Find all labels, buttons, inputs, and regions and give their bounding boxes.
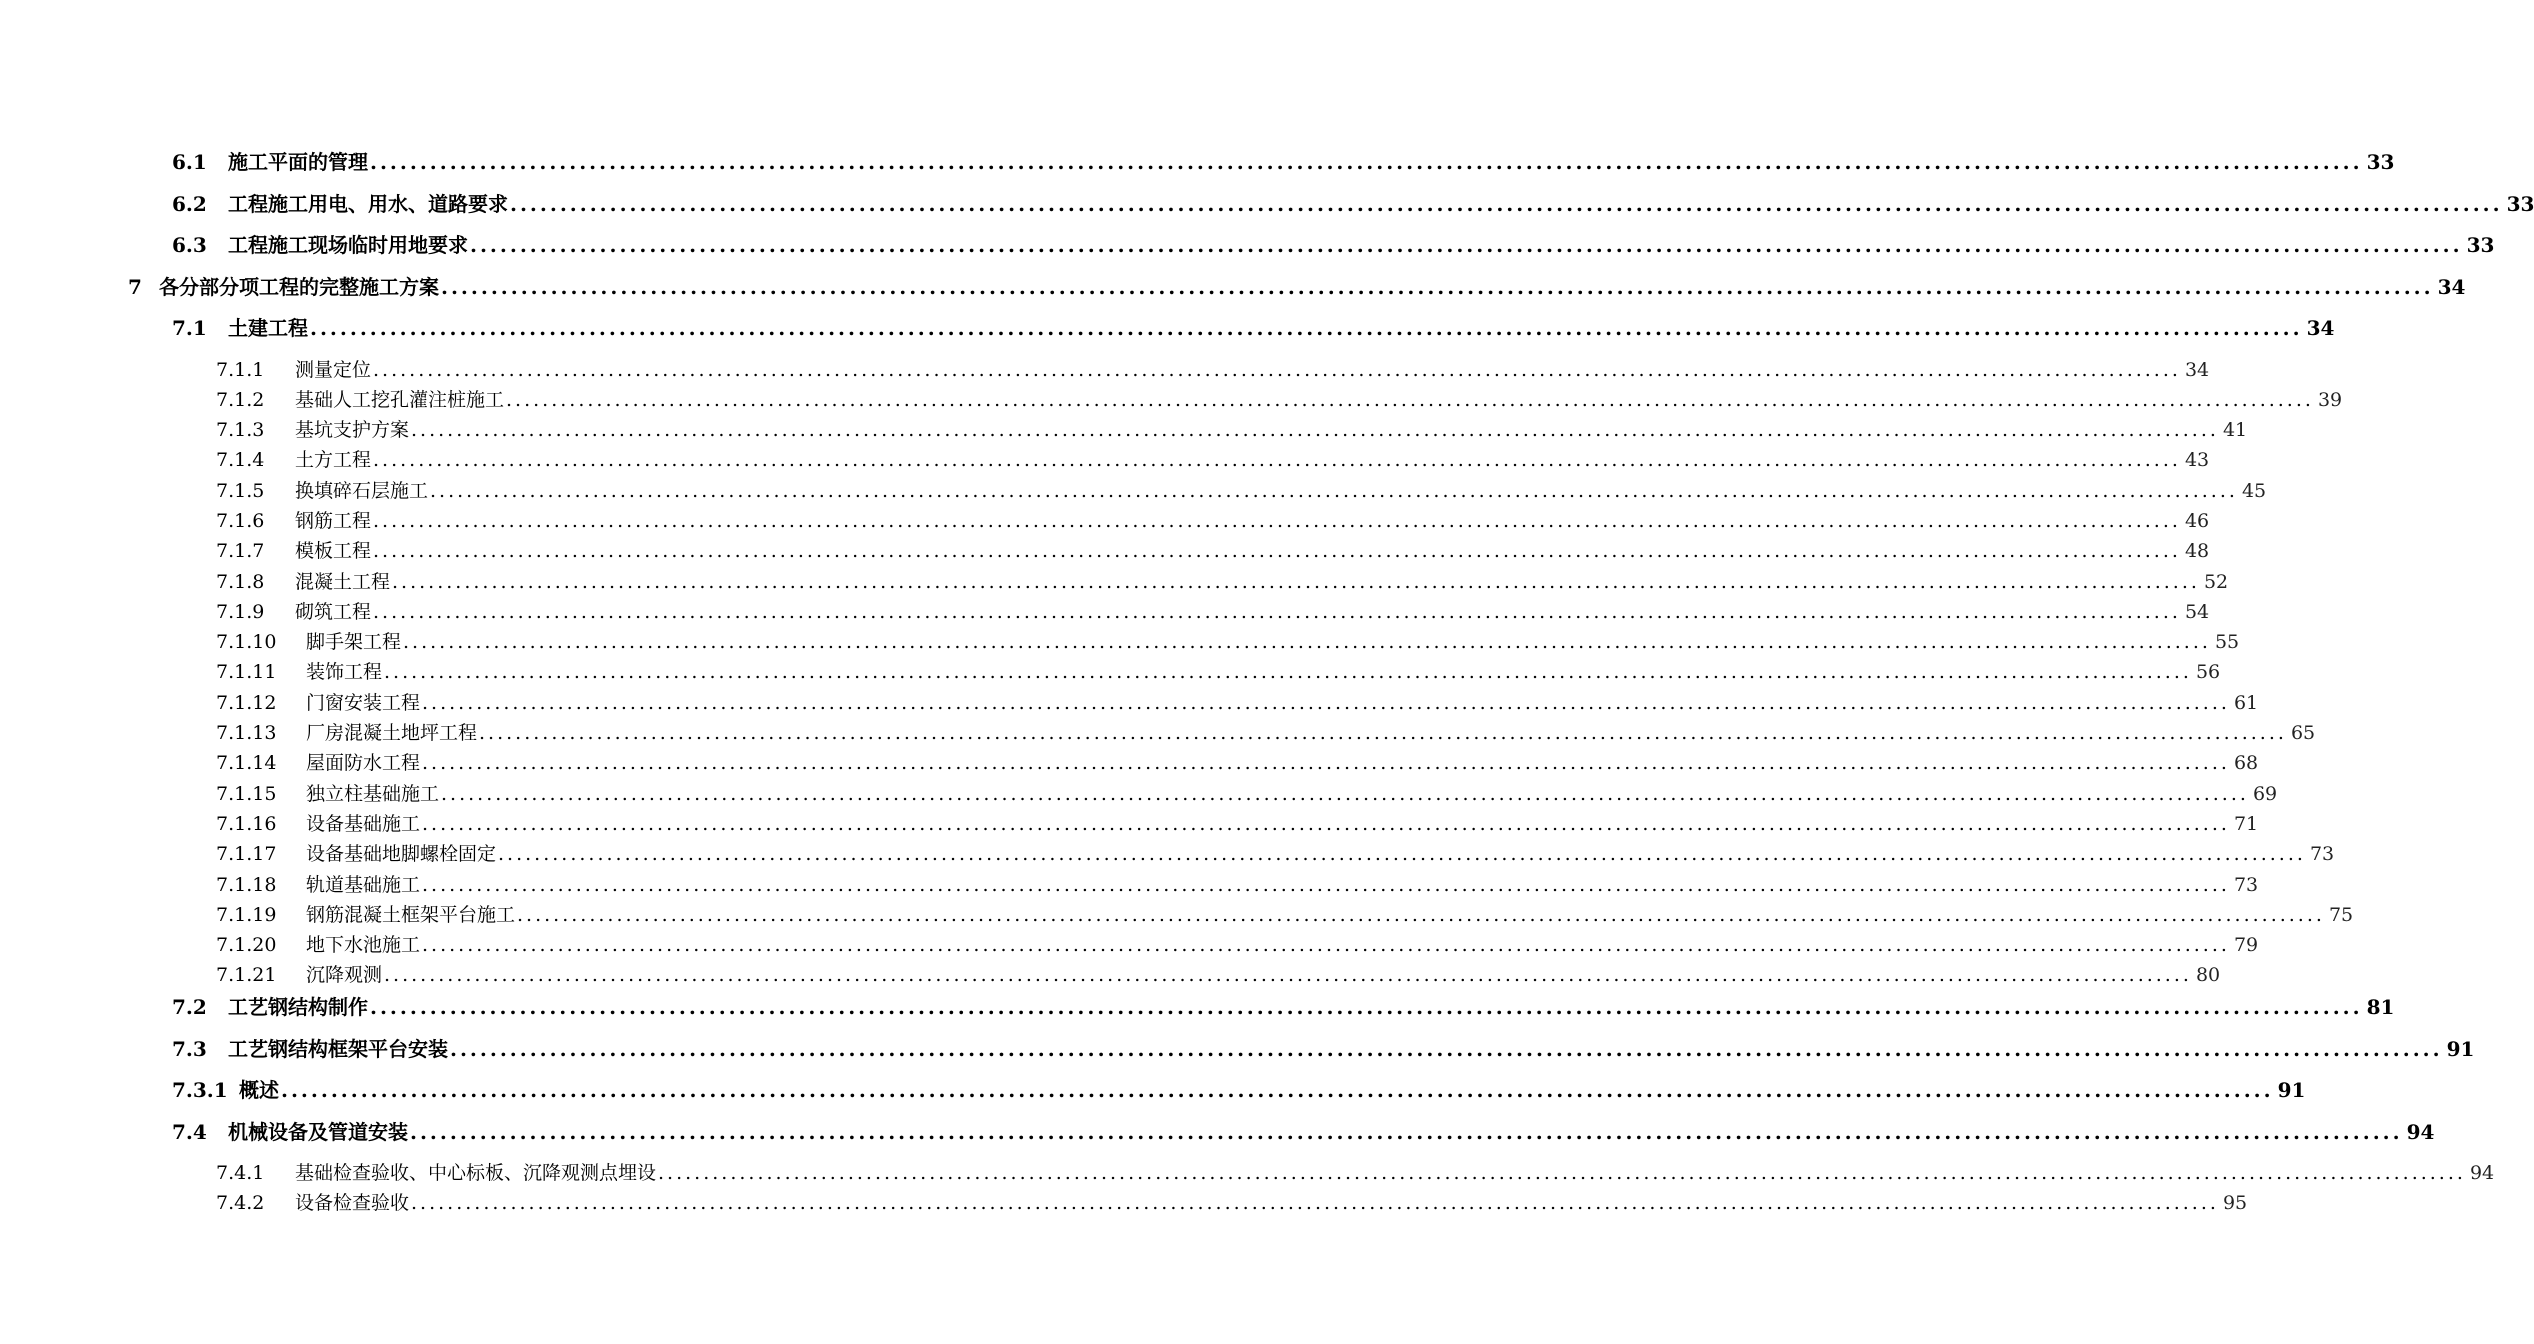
dot-leader: ........................................................................................................................................................................................................	[422, 874, 2230, 896]
toc-entry-number: 7.1.15	[216, 783, 277, 805]
toc-entry-number: 7.4.1	[216, 1162, 265, 1184]
toc-entry[interactable]	[216, 661, 2221, 683]
toc-entry-title: 设备检查验收	[295, 1192, 410, 1214]
toc-entry[interactable]	[172, 1078, 2306, 1102]
dot-leader: ........................................................................................................................................................................................................	[370, 995, 2363, 1019]
dot-leader: ........................................................................................................................................................................................................	[373, 540, 2181, 562]
toc-entry[interactable]	[216, 1162, 2495, 1184]
toc-entry-page-number: 95	[2222, 1192, 2248, 1214]
dot-leader: ........................................................................................................................................................................................................	[384, 964, 2192, 986]
toc-entry-page-number: 46	[2184, 510, 2210, 532]
toc-entry-page-number: 68	[2233, 752, 2259, 774]
toc-entry-title: 基坑支护方案	[295, 419, 410, 441]
toc-entry-page-number: 33	[2366, 150, 2395, 174]
toc-entry[interactable]	[216, 813, 2259, 835]
toc-entry-page-number: 75	[2328, 904, 2354, 926]
toc-entry-page-number: 54	[2184, 601, 2210, 623]
dot-leader: ........................................................................................................................................................................................................	[506, 389, 2314, 411]
toc-entry-page-number: 34	[2184, 359, 2210, 381]
toc-entry[interactable]	[172, 192, 2534, 216]
dot-leader: ........................................................................................................................................................................................................	[310, 316, 2303, 340]
toc-entry[interactable]	[172, 233, 2495, 257]
dot-leader: ........................................................................................................................................................................................................	[498, 843, 2306, 865]
toc-entry-page-number: 71	[2233, 813, 2259, 835]
toc-entry-title: 地下水池施工	[306, 934, 421, 956]
dot-leader: ........................................................................................................................................................................................................	[470, 233, 2463, 257]
toc-entry-number: 7.4.2	[216, 1192, 265, 1214]
toc-entry[interactable]	[216, 843, 2335, 865]
toc-entry-page-number: 73	[2233, 874, 2259, 896]
toc-entry[interactable]	[216, 631, 2240, 653]
toc-entry-number: 7	[128, 275, 142, 299]
toc-entry[interactable]	[172, 1037, 2475, 1061]
toc-entry-title: 基础检查验收、中心标板、沉降观测点埋设	[295, 1162, 657, 1184]
toc-entry-page-number: 73	[2309, 843, 2335, 865]
toc-entry[interactable]	[216, 449, 2210, 471]
toc-entry-title: 模板工程	[295, 540, 372, 562]
toc-entry[interactable]	[216, 480, 2267, 502]
toc-entry[interactable]	[172, 1120, 2435, 1144]
toc-entry-page-number: 94	[2406, 1120, 2435, 1144]
toc-entry-page-number: 55	[2214, 631, 2240, 653]
toc-entry-number: 6.3	[172, 233, 207, 257]
toc-entry[interactable]	[216, 874, 2259, 896]
dot-leader: ........................................................................................................................................................................................................	[422, 934, 2230, 956]
toc-entry-number: 7.1.11	[216, 661, 277, 683]
toc-entry-number: 7.1.16	[216, 813, 277, 835]
toc-entry[interactable]	[172, 150, 2395, 174]
toc-entry-page-number: 69	[2252, 783, 2278, 805]
toc-entry-number: 7.1.9	[216, 601, 265, 623]
toc-entry-number: 7.1.13	[216, 722, 277, 744]
toc-entry-number: 7.1.5	[216, 480, 265, 502]
toc-entry-number: 6.1	[172, 150, 207, 174]
toc-entry[interactable]	[216, 359, 2210, 381]
toc-entry-title: 门窗安装工程	[306, 692, 421, 714]
toc-entry-page-number: 91	[2277, 1078, 2306, 1102]
toc-entry-number: 7.1	[172, 316, 207, 340]
toc-entry-number: 7.1.7	[216, 540, 265, 562]
toc-entry[interactable]	[216, 964, 2221, 986]
dot-leader: ........................................................................................................................................................................................................	[370, 150, 2363, 174]
toc-entry-page-number: 43	[2184, 449, 2210, 471]
dot-leader: ........................................................................................................................................................................................................	[411, 419, 2219, 441]
toc-entry-number: 7.1.19	[216, 904, 277, 926]
toc-entry-title: 测量定位	[295, 359, 372, 381]
toc-entry[interactable]	[216, 571, 2229, 593]
toc-entry-number: 7.2	[172, 995, 207, 1019]
toc-entry[interactable]	[216, 389, 2343, 411]
toc-entry-number: 7.1.2	[216, 389, 265, 411]
toc-entry-number: 7.1.6	[216, 510, 265, 532]
toc-entry-page-number: 91	[2446, 1037, 2475, 1061]
dot-leader: ........................................................................................................................................................................................................	[373, 359, 2181, 381]
toc-entry-page-number: 79	[2233, 934, 2259, 956]
toc-entry[interactable]	[216, 783, 2278, 805]
toc-entry-title: 工程施工用电、用水、道路要求	[228, 192, 508, 216]
toc-entry-title: 工艺钢结构制作	[228, 995, 368, 1019]
toc-entry-title: 各分部分项工程的完整施工方案	[159, 275, 439, 299]
toc-entry-page-number: 39	[2317, 389, 2343, 411]
dot-leader: ........................................................................................................................................................................................................	[517, 904, 2325, 926]
toc-entry-title: 沉降观测	[306, 964, 383, 986]
toc-entry[interactable]	[216, 419, 2248, 441]
toc-entry-number: 7.1.12	[216, 692, 277, 714]
toc-entry-title: 设备基础施工	[306, 813, 421, 835]
dot-leader: ........................................................................................................................................................................................................	[479, 722, 2287, 744]
toc-entry-page-number: 34	[2306, 316, 2335, 340]
toc-entry-page-number: 45	[2241, 480, 2267, 502]
toc-entry-title: 屋面防水工程	[306, 752, 421, 774]
dot-leader: ........................................................................................................................................................................................................	[422, 692, 2230, 714]
dot-leader: ........................................................................................................................................................................................................	[392, 571, 2200, 593]
toc-entry-title: 设备基础地脚螺栓固定	[306, 843, 497, 865]
toc-entry-title: 轨道基础施工	[306, 874, 421, 896]
toc-entry-page-number: 56	[2195, 661, 2221, 683]
toc-entry-title: 钢筋工程	[295, 510, 372, 532]
toc-entry[interactable]	[216, 601, 2210, 623]
dot-leader: ........................................................................................................................................................................................................	[422, 813, 2230, 835]
dot-leader: ........................................................................................................................................................................................................	[422, 752, 2230, 774]
dot-leader: ........................................................................................................................................................................................................	[450, 1037, 2443, 1061]
dot-leader: ........................................................................................................................................................................................................	[441, 783, 2249, 805]
toc-entry[interactable]	[216, 1192, 2248, 1214]
toc-entry-page-number: 33	[2466, 233, 2495, 257]
dot-leader: ........................................................................................................................................................................................................	[373, 601, 2181, 623]
toc-entry-title: 厂房混凝土地坪工程	[306, 722, 478, 744]
toc-entry-page-number: 80	[2195, 964, 2221, 986]
toc-entry-number: 7.1.14	[216, 752, 277, 774]
dot-leader: ........................................................................................................................................................................................................	[373, 510, 2181, 532]
toc-entry-title: 基础人工挖孔灌注桩施工	[295, 389, 505, 411]
toc-entry-title: 装饰工程	[306, 661, 383, 683]
toc-entry-title: 机械设备及管道安装	[228, 1120, 408, 1144]
toc-entry[interactable]	[216, 540, 2210, 562]
toc-entry-title: 工程施工现场临时用地要求	[228, 233, 468, 257]
dot-leader: ........................................................................................................................................................................................................	[373, 449, 2181, 471]
dot-leader: ........................................................................................................................................................................................................	[430, 480, 2238, 502]
toc-entry-page-number: 65	[2290, 722, 2316, 744]
toc-entry-number: 7.3.1	[172, 1078, 228, 1102]
toc-entry-title: 换填碎石层施工	[295, 480, 429, 502]
dot-leader: ........................................................................................................................................................................................................	[658, 1162, 2466, 1184]
toc-entry[interactable]	[216, 904, 2354, 926]
toc-entry[interactable]	[216, 934, 2259, 956]
toc-entry-page-number: 52	[2203, 571, 2229, 593]
toc-entry-number: 7.1.10	[216, 631, 277, 653]
toc-entry-title: 砌筑工程	[295, 601, 372, 623]
toc-entry[interactable]	[216, 722, 2316, 744]
toc-entry[interactable]	[172, 316, 2335, 340]
toc-entry-number: 7.1.1	[216, 359, 265, 381]
toc-entry[interactable]	[216, 692, 2259, 714]
toc-entry-number: 7.1.18	[216, 874, 277, 896]
toc-entry-page-number: 41	[2222, 419, 2248, 441]
toc-entry-title: 工艺钢结构框架平台安装	[228, 1037, 448, 1061]
toc-entry-page-number: 61	[2233, 692, 2259, 714]
toc-entry-page-number: 48	[2184, 540, 2210, 562]
toc-entry-number: 7.1.20	[216, 934, 277, 956]
toc-entry-title: 脚手架工程	[306, 631, 402, 653]
dot-leader: ........................................................................................................................................................................................................	[281, 1078, 2274, 1102]
dot-leader: ........................................................................................................................................................................................................	[384, 661, 2192, 683]
dot-leader: ........................................................................................................................................................................................................	[410, 1120, 2403, 1144]
toc-entry-title: 概述	[239, 1078, 279, 1102]
toc-entry-title: 钢筋混凝土框架平台施工	[306, 904, 516, 926]
toc-entry-page-number: 34	[2437, 275, 2466, 299]
toc-entry-title: 土建工程	[228, 316, 308, 340]
toc-entry[interactable]	[172, 995, 2395, 1019]
toc-entry[interactable]	[128, 275, 2466, 299]
toc-entry-page-number: 94	[2469, 1162, 2495, 1184]
toc-entry-page-number: 33	[2506, 192, 2534, 216]
toc-entry-number: 6.2	[172, 192, 207, 216]
toc-entry[interactable]	[216, 510, 2210, 532]
toc-entry-number: 7.1.8	[216, 571, 265, 593]
toc-entry-number: 7.1.3	[216, 419, 265, 441]
toc-entry-number: 7.3	[172, 1037, 207, 1061]
toc-entry-page-number: 81	[2366, 995, 2395, 1019]
dot-leader: ........................................................................................................................................................................................................	[510, 192, 2503, 216]
toc-entry-title: 独立柱基础施工	[306, 783, 440, 805]
toc-entry[interactable]	[216, 752, 2259, 774]
toc-entry-number: 7.1.17	[216, 843, 277, 865]
dot-leader: ........................................................................................................................................................................................................	[403, 631, 2211, 653]
dot-leader: ........................................................................................................................................................................................................	[441, 275, 2434, 299]
toc-entry-title: 土方工程	[295, 449, 372, 471]
toc-entry-number: 7.1.21	[216, 964, 277, 986]
toc-entry-title: 混凝土工程	[295, 571, 391, 593]
dot-leader: ........................................................................................................................................................................................................	[411, 1192, 2219, 1214]
toc-entry-number: 7.1.4	[216, 449, 265, 471]
toc-entry-number: 7.4	[172, 1120, 207, 1144]
toc-entry-title: 施工平面的管理	[228, 150, 368, 174]
